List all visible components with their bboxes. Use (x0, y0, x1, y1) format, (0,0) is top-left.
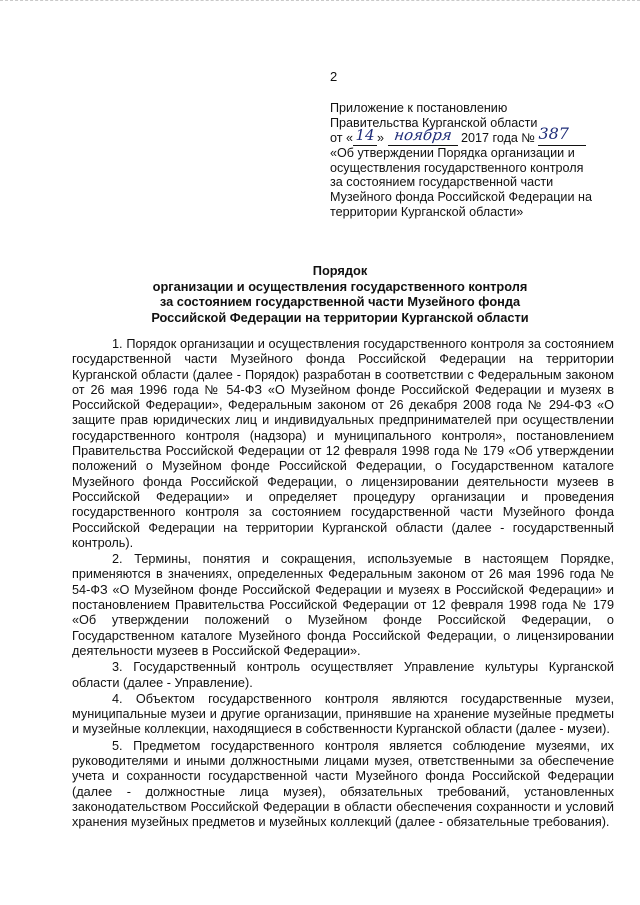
page-number: 2 (330, 69, 338, 84)
appendix-from-label: от « (330, 131, 353, 146)
handwritten-number: 387 (538, 124, 569, 144)
document-body (72, 337, 614, 832)
appendix-quote-close: » (377, 131, 385, 146)
appendix-line-1: Приложение к постановлению (330, 101, 508, 115)
paragraph-3: 3. Государственный контроль осуществляет Управление культуры Курганской области (далее - Управление). (72, 660, 614, 690)
paragraph-5: 5. Предметом государственного контроля является соблюдение музеями, их руководителями и иными должностными лицами музея, ответственными за обеспечение учета и сохранности государственной части Музейного фонда Российской Федерации (далее - должностные лица музея), обязательных требований, установленных законодательством Российской Федерации в области обеспечения сохранности и условий хранения музейных предметов и музейных коллекций (далее - обязательные требования). (72, 738, 614, 830)
title-line-2: организации и осуществления государственного контроля (152, 278, 528, 294)
paragraph-4: 4. Объектом государственного контроля являются государственные музеи, муниципальные музеи и другие организации, принявшие на хранение музейные предметы и музейные коллекции, находящиеся в собственности Курганской области (далее - музеи). (72, 691, 614, 737)
appendix-date-line (330, 124, 630, 146)
scan-top-border (0, 0, 640, 4)
paragraph-2: 2. Термины, понятия и сокращения, используемые в настоящем Порядке, применяются в значениях, определенных Федеральным законом от 26 мая 1996 года № 54-ФЗ «О Музейном фонде Российской Федерации и музеях в Российской Федерации» и постановлением Правительства Российской Федерации от 12 февраля 1998 года № 179 «Об утверждении положений о Музейном фонде Российской Федерации, о Государственном каталоге Музейного фонда Российской Федерации, о лицензировании деятельности музеев в Российской Федерации». (72, 552, 614, 658)
appendix-block (330, 101, 630, 219)
appendix-line-5: осуществления государственного контроля (330, 160, 584, 175)
appendix-year-text: 2017 года № (461, 131, 535, 146)
appendix-line-4: «Об утверждении Порядка организации и (330, 146, 575, 161)
title-line-1: Порядок (312, 263, 368, 278)
appendix-line-7: Музейного фонда Российской Федерации на (330, 189, 592, 204)
appendix-line-2: Правительства Курганской области (330, 115, 538, 130)
paragraph-1: 1. Порядок организации и осуществления государственного контроля за состоянием государственной части Музейного фонда Российской Федерации на территории Курганской области (далее - Порядок) разработан в соответствии с Федеральным законом от 26 мая 1996 года № 54-ФЗ «О Музейном фонде Российской Федерации и музеях в Российской Федерации», Федеральным законом от 26 декабря 2008 года № 294-ФЗ «О защите прав юридических лиц и индивидуальных предпринимателей при осуществлении государственного контроля (надзора) и муниципального контроля», постановлением Правительства Российской Федерации от 12 февраля 1998 года № 179 «Об утверждении положений о Музейном фонде Российской Федерации, о Государственном каталоге Музейного фонда Российской Федерации, о лицензировании деятельности музеев в Российской Федерации» и определяет процедуру организации и проведения государственного контроля за состоянием государственной части Музейного фонда Российской Федерации на территории Курганской области (далее - государственный контроль). (72, 337, 614, 550)
document-title (95, 263, 585, 325)
title-line-4: Российской Федерации на территории Курганской области (151, 309, 529, 325)
appendix-line-8: территории Курганской области» (330, 204, 524, 219)
appendix-line-6: за состоянием государственной части (330, 175, 554, 190)
title-line-3: за состоянием государственной части Музейного фонда (159, 294, 521, 310)
handwritten-month: ноября (392, 126, 453, 145)
handwritten-day: 14 (355, 126, 375, 145)
